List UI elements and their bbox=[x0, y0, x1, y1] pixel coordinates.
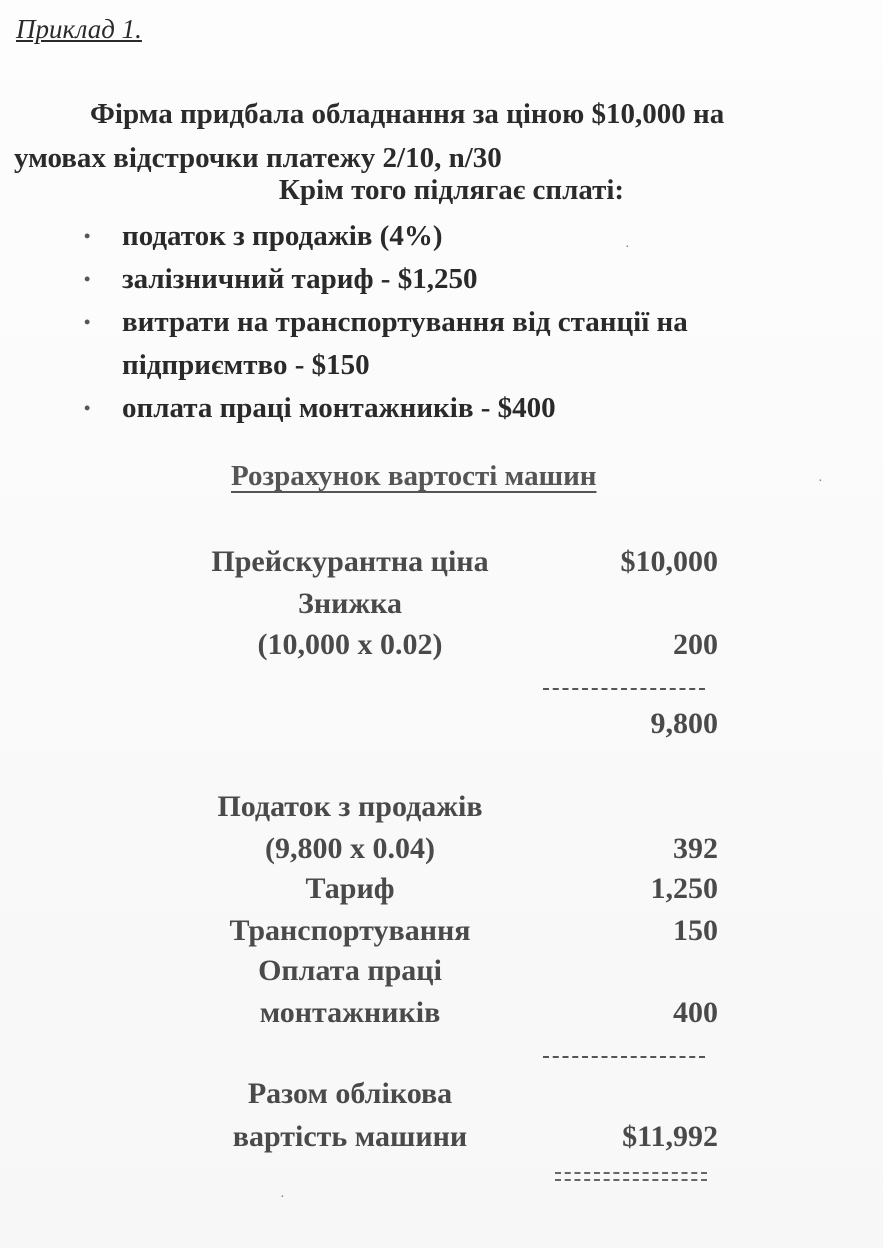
list-price-label: Прейскурантна ціна bbox=[211, 545, 489, 578]
sales-tax-formula: (9,800 x 0.04) bbox=[265, 832, 435, 865]
list-item-continuation: підприємтво - $150 bbox=[122, 349, 370, 381]
discount-row bbox=[0, 587, 883, 627]
tariff-label: Тариф bbox=[305, 872, 395, 905]
list-price-value: $10,000 bbox=[620, 545, 718, 578]
list-item: • залізничний тариф - $1,250 bbox=[80, 258, 840, 301]
separator-line bbox=[543, 1056, 705, 1058]
tariff-row bbox=[0, 872, 883, 912]
sales-tax-formula-row bbox=[0, 832, 883, 872]
total-label-row bbox=[0, 1077, 883, 1117]
labor-row bbox=[0, 996, 883, 1036]
intro-line-2: умовах відстрочки платежу 2/10, n/30 bbox=[14, 142, 502, 174]
total-label-1: Разом облікова bbox=[247, 1077, 453, 1110]
tariff-value: 1,250 bbox=[650, 872, 718, 905]
payment-list bbox=[80, 215, 840, 430]
scan-speck: · bbox=[818, 474, 823, 489]
separator-line bbox=[543, 688, 705, 690]
labor-value: 400 bbox=[673, 996, 718, 1029]
transport-value: 150 bbox=[673, 914, 718, 947]
list-item: • податок з продажів (4%) bbox=[80, 215, 840, 258]
list-item: • витрати на транспортування від станції на bbox=[80, 301, 840, 344]
intro-paragraph bbox=[14, 92, 864, 180]
labor-label-row bbox=[0, 954, 883, 994]
list-price-row bbox=[0, 545, 883, 585]
subtotal-value: 9,800 bbox=[650, 707, 718, 740]
total-label-2: вартість машини bbox=[232, 1120, 468, 1153]
example-title: Приклад 1. bbox=[16, 14, 142, 44]
calculation-heading: Розрахунок вартості машин bbox=[231, 460, 597, 492]
labor-label-2: монтажників bbox=[259, 996, 441, 1029]
sales-tax-label: Податок з продажів bbox=[217, 790, 483, 823]
discount-formula-row bbox=[0, 628, 883, 668]
bullet-icon: • bbox=[84, 312, 91, 332]
bullet-icon: • bbox=[84, 226, 91, 246]
subtotal-row bbox=[0, 707, 883, 747]
discount-formula: (10,000 x 0.02) bbox=[257, 628, 443, 661]
total-value: $11,992 bbox=[622, 1120, 718, 1153]
discount-label: Знижка bbox=[298, 587, 402, 620]
additional-heading: Крім того підлягає сплаті: bbox=[278, 174, 625, 206]
bullet-icon: • bbox=[84, 269, 91, 289]
discount-value: 200 bbox=[673, 628, 718, 661]
sales-tax-row bbox=[0, 790, 883, 830]
intro-line-1: Фірма придбала обладнання за ціною $10,000 на bbox=[90, 98, 725, 130]
bullet-icon: • bbox=[84, 398, 91, 418]
scan-speck: · bbox=[280, 1190, 285, 1205]
labor-label-1: Оплата праці bbox=[258, 954, 442, 987]
transport-row bbox=[0, 914, 883, 954]
total-row bbox=[0, 1120, 883, 1160]
list-item: • оплата праці монтажників - $400 bbox=[80, 387, 840, 430]
transport-label: Транспортування bbox=[229, 914, 471, 947]
sales-tax-value: 392 bbox=[673, 832, 718, 865]
scan-speck: · bbox=[625, 240, 630, 255]
double-underline bbox=[555, 1172, 707, 1181]
